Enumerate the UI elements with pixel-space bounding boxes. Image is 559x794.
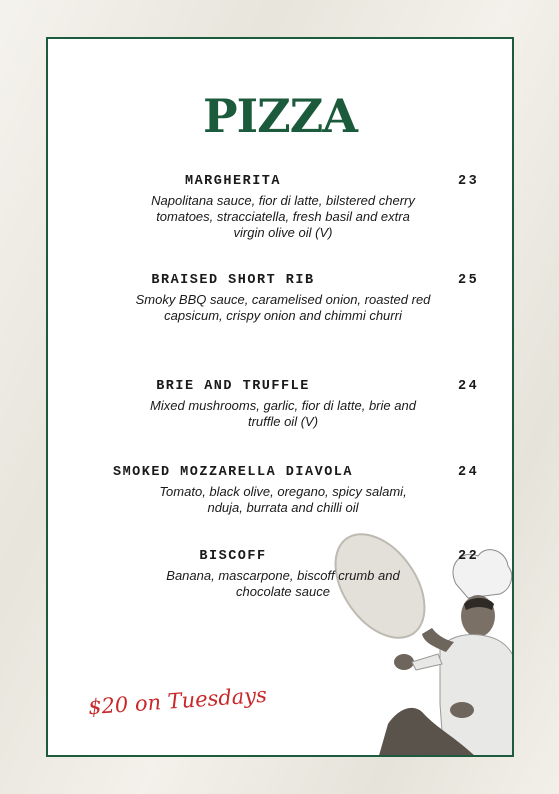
item-description: Tomato, black olive, oregano, spicy salami, nduja, burrata and chilli oil <box>159 484 407 515</box>
item-price: 22 <box>458 549 480 564</box>
item-price: 24 <box>458 465 480 480</box>
menu-card <box>46 37 514 757</box>
item-name: MARGHERITA <box>184 174 281 189</box>
tuesday-promo-text: $20 on Tuesdays <box>87 682 268 720</box>
item-description: Mixed mushrooms, garlic, fior di latte, brie and truffle oil (V) <box>150 398 416 429</box>
menu-title: PIZZA <box>203 89 357 143</box>
item-name: BISCOFF <box>199 549 267 564</box>
item-description: Banana, mascarpone, biscoff crumb and chocolate sauce <box>166 568 400 599</box>
item-price: 24 <box>458 379 480 394</box>
item-price: 23 <box>458 174 480 189</box>
item-name: BRAISED SHORT RIB <box>151 273 315 288</box>
item-price: 25 <box>458 273 480 288</box>
item-description: Napolitana sauce, fior di latte, bilstered cherry tomatoes, stracciatella, fresh basil and extra virgin olive oil (V) <box>151 193 415 240</box>
item-description: Smoky BBQ sauce, caramelised onion, roasted red capsicum, crispy onion and chimmi churri <box>135 292 431 323</box>
item-name: SMOKED MOZZARELLA DIAVOLA <box>112 465 354 480</box>
item-name: BRIE AND TRUFFLE <box>156 379 310 394</box>
